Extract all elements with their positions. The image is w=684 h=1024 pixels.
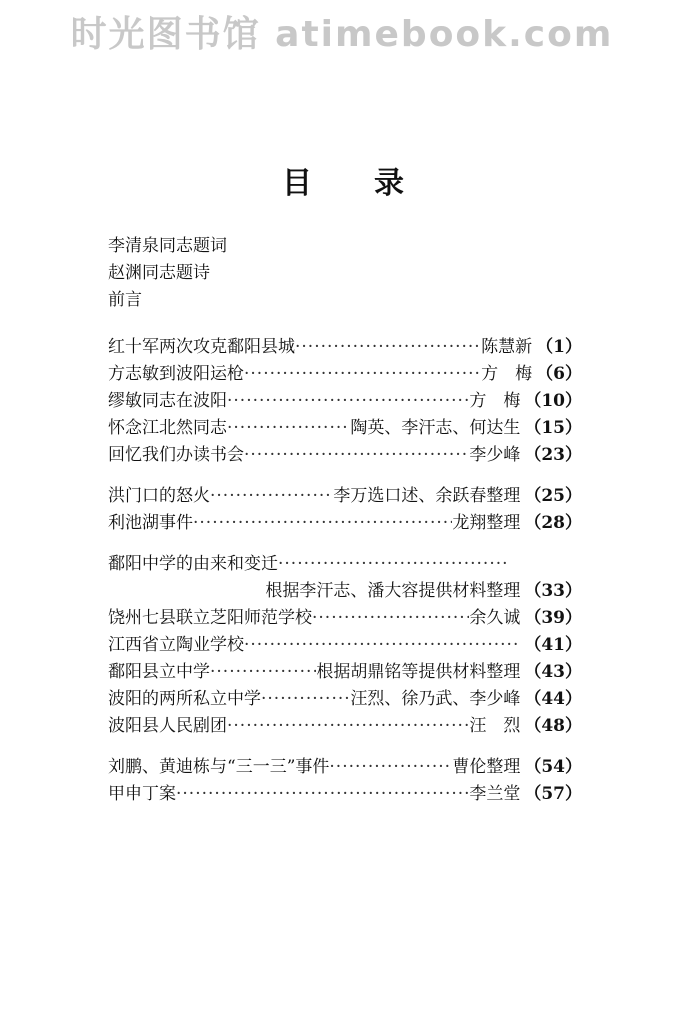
- toc-entry: [108, 415, 582, 442]
- toc-entry: [108, 361, 582, 388]
- leader-dots: [176, 781, 469, 808]
- entry-author: 陶英、李汗志、何达生: [350, 418, 521, 438]
- group-gap: [108, 537, 582, 551]
- entry-title: 怀念江北然同志: [108, 418, 227, 438]
- group-gap: [108, 740, 582, 754]
- entry-title: 鄱阳中学的由来和变迁: [108, 554, 278, 574]
- entry-page: （54）: [524, 757, 582, 777]
- page-title: 目录: [282, 166, 466, 201]
- entry-page: （39）: [524, 608, 582, 628]
- entry-title: 红十军两次攻克鄱阳县城: [108, 337, 295, 357]
- entry-author: 曹伦整理: [452, 757, 521, 777]
- entry-page: （48）: [524, 716, 582, 736]
- entry-author: 汪 烈: [469, 716, 521, 736]
- toc-entry: [108, 686, 582, 713]
- toc-entry: [108, 754, 582, 781]
- leader-dots: [244, 632, 520, 659]
- entry-author: 汪烈、徐乃武、李少峰: [350, 689, 521, 709]
- toc-entry: [108, 388, 582, 415]
- leader-dots: [210, 483, 333, 510]
- entry-page: （1）: [536, 337, 582, 357]
- front-item: 前言: [108, 290, 142, 310]
- leader-dots: [244, 361, 481, 388]
- entry-page: （43）: [524, 662, 582, 682]
- entry-title: 洪门口的怒火: [108, 486, 210, 506]
- entry-page: （28）: [524, 513, 582, 533]
- toc-entry: [108, 551, 582, 578]
- leader-dots: [210, 659, 316, 686]
- leader-dots: [193, 510, 452, 537]
- leader-dots: [278, 551, 508, 578]
- entry-author: 陈慧新: [481, 337, 533, 357]
- entry-title: 饶州七县联立芝阳师范学校: [108, 608, 312, 628]
- entry-author: 李少峰: [469, 445, 521, 465]
- entry-author: 龙翔整理: [452, 513, 521, 533]
- toc-entry: [108, 713, 582, 740]
- entry-title: 甲申丁案: [108, 784, 176, 804]
- front-matter: [108, 233, 227, 314]
- entry-page: （33）: [524, 581, 582, 601]
- entry-title: 回忆我们办读书会: [108, 445, 244, 465]
- entry-title: 波阳的两所私立中学: [108, 689, 261, 709]
- toc-entry: [108, 659, 582, 686]
- leader-dots: [227, 713, 469, 740]
- entry-title: 江西省立陶业学校: [108, 635, 244, 655]
- toc-entry: [108, 632, 582, 659]
- toc-entry-continuation: [108, 578, 582, 605]
- entry-page: （41）: [524, 635, 582, 655]
- watermark: 时光图书馆 atimebook.com: [70, 14, 614, 55]
- entry-page: （44）: [524, 689, 582, 709]
- leader-dots: [312, 605, 469, 632]
- group-gap: [108, 469, 582, 483]
- toc-list: [108, 334, 582, 808]
- leader-dots: [227, 388, 469, 415]
- toc-entry: [108, 334, 582, 361]
- entry-page: （10）: [524, 391, 582, 411]
- entry-author: 根据胡鼎铭等提供材料整理: [316, 662, 521, 682]
- entry-page: （6）: [536, 364, 582, 384]
- leader-dots: [227, 415, 350, 442]
- entry-author: 李兰堂: [469, 784, 521, 804]
- entry-author: 根据李汗志、潘大容提供材料整理: [265, 581, 521, 601]
- entry-title: 缪敏同志在波阳: [108, 391, 227, 411]
- entry-page: （57）: [524, 784, 582, 804]
- entry-title: 鄱阳县立中学: [108, 662, 210, 682]
- entry-author: 方 梅: [469, 391, 521, 411]
- entry-title: 刘鹏、黄迪栋与“三一三”事件: [108, 757, 330, 777]
- toc-entry: [108, 605, 582, 632]
- entry-author: 方 梅: [481, 364, 533, 384]
- front-item: 李清泉同志题词: [108, 236, 227, 256]
- toc-entry: [108, 483, 582, 510]
- toc-entry: [108, 510, 582, 537]
- leader-dots: [244, 442, 469, 469]
- entry-page: （25）: [524, 486, 582, 506]
- entry-title: 利池湖事件: [108, 513, 193, 533]
- toc-entry: [108, 442, 582, 469]
- leader-dots: [329, 754, 452, 781]
- entry-page: （23）: [524, 445, 582, 465]
- leader-dots: [261, 686, 350, 713]
- entry-author: 李万选口述、余跃春整理: [333, 486, 521, 506]
- entry-page: （15）: [524, 418, 582, 438]
- leader-dots: [295, 334, 481, 361]
- front-item: 赵渊同志题诗: [108, 263, 210, 283]
- entry-author: 余久诚: [469, 608, 521, 628]
- entry-title: 波阳县人民剧团: [108, 716, 227, 736]
- entry-title: 方志敏到波阳运枪: [108, 364, 244, 384]
- toc-entry: [108, 781, 582, 808]
